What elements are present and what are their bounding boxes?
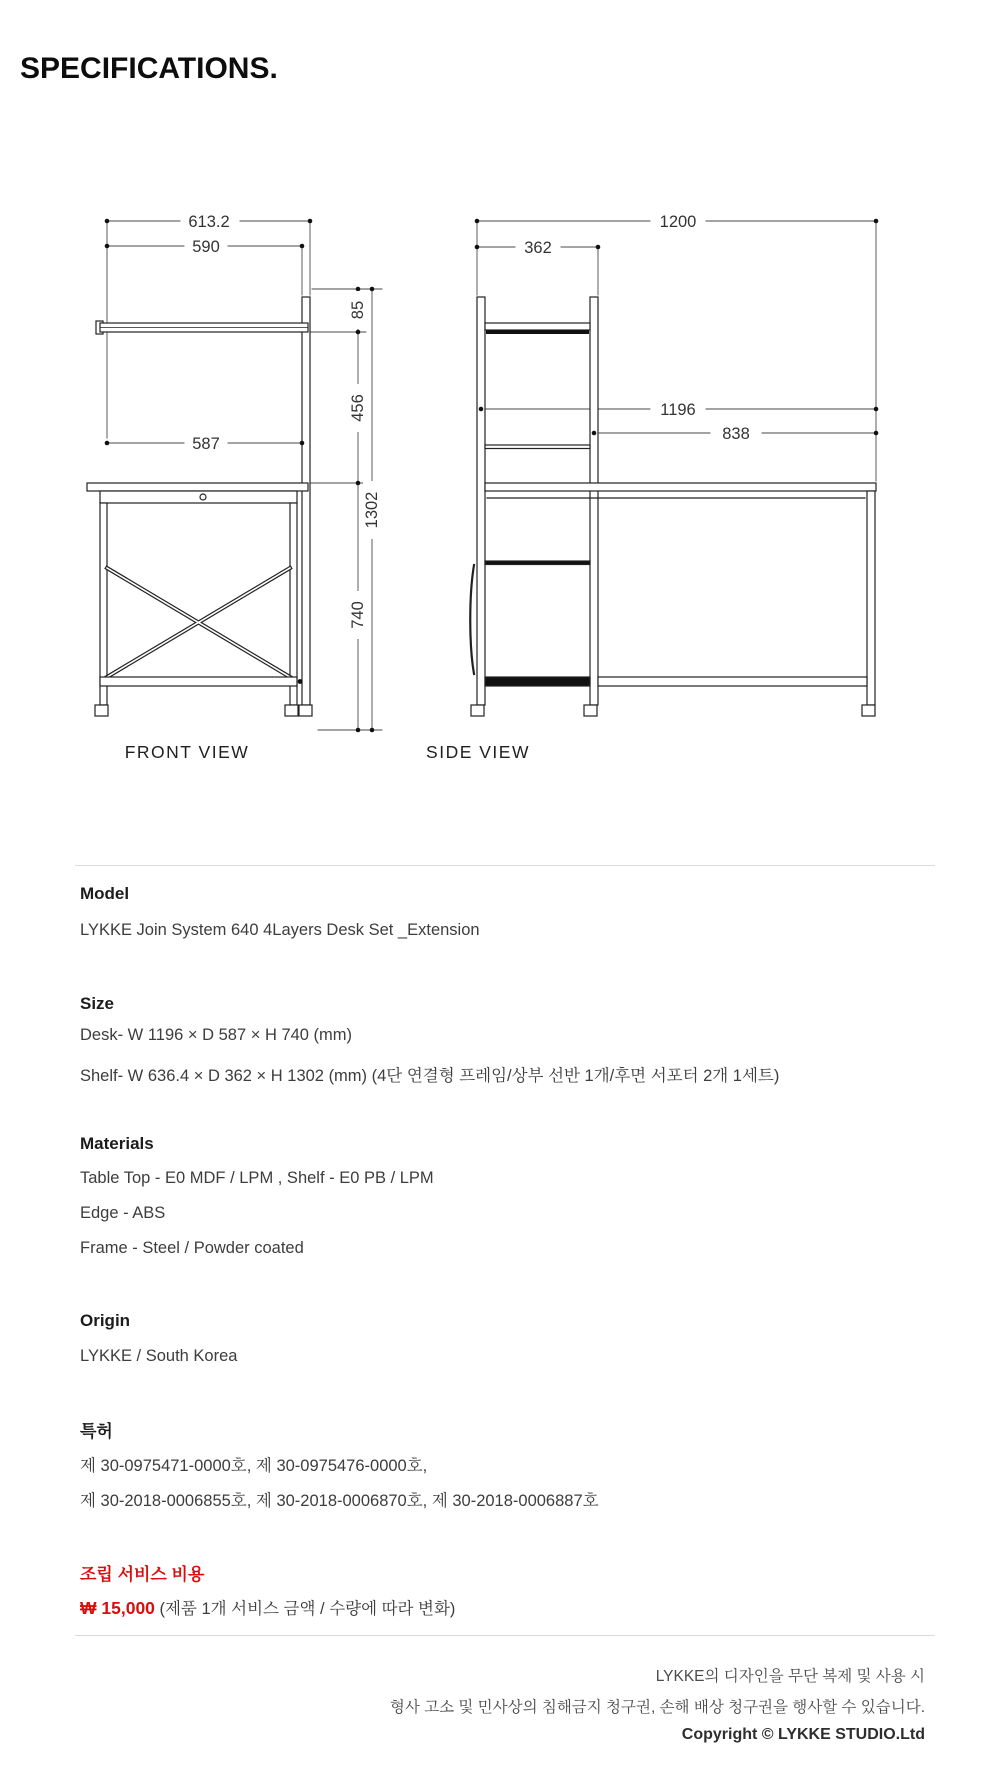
front-right-leg [290,503,297,705]
dim-label-590: 590 [192,238,220,256]
dim-label-1302: 1302 [363,491,381,529]
footer-notice-1: LYKKE의 디자인을 무단 복제 및 사용 시 [655,1668,925,1685]
dim-label-456: 456 [349,394,367,422]
side-view-label: SIDE VIEW [426,742,530,762]
materials-frame: Frame - Steel / Powder coated [80,1239,304,1257]
side-shelf-3 [485,561,590,565]
side-rear-post [590,297,598,705]
side-view-drawing [426,213,878,762]
assembly-cost-heading: 조립 서비스 비용 [80,1565,205,1584]
patent-line-2: 제 30-2018-0006855호, 제 30-2018-0006870호, 제 30-2018-0006887호 [80,1492,599,1510]
size-heading: Size [80,994,115,1013]
size-desk: Desk- W 1196 × D 587 × H 740 (mm) [80,1026,353,1044]
dim-label-838: 838 [722,425,750,443]
side-shelf-2 [485,445,590,449]
dim-label-85: 85 [349,300,367,320]
front-stretcher-bolt [298,679,303,684]
materials-heading: Materials [80,1134,154,1153]
technical-drawing [0,160,1000,790]
front-desk-top [87,483,308,491]
front-left-leg [100,503,107,705]
assembly-cost-line [80,1595,455,1619]
front-bottom-stretcher [100,677,297,686]
side-desk-foot [862,705,875,716]
front-view-drawing [87,213,382,762]
side-rear-supporter [470,565,474,674]
side-desk-stretcher [598,677,867,686]
origin-heading: Origin [80,1311,131,1330]
assembly-price: ₩ 15,000 [80,1598,155,1618]
side-shelf-4 [485,677,590,686]
size-shelf: Shelf- W 636.4 × D 362 × H 1302 (mm) (4단 연결형 프레임/상부 선반 1개/후면 서포터 2개 1세트) [80,1067,780,1085]
dim-label-1196: 1196 [660,401,696,419]
model-value: LYKKE Join System 640 4Layers Desk Set _Extension [80,921,480,939]
front-desk-apron [100,491,297,503]
materials-edge: Edge - ABS [80,1204,166,1222]
patent-line-1: 제 30-0975471-0000호, 제 30-0975476-0000호, [80,1457,428,1475]
model-heading: Model [80,884,130,903]
page-title: SPECIFICATIONS. [20,52,278,85]
patent-heading: 특허 [80,1422,113,1441]
side-top-shelf [485,323,590,330]
side-desk-top [485,483,876,491]
dim-label-740: 740 [349,601,367,629]
dim-label-587: 587 [192,435,220,453]
dim-label-613: 613.2 [188,213,230,231]
front-left-foot [95,705,108,716]
origin-value: LYKKE / South Korea [80,1347,238,1365]
materials-tabletop: Table Top - E0 MDF / LPM , Shelf - E0 PB / LPM [80,1169,434,1187]
side-furniture [470,297,876,716]
assembly-price-note: (제품 1개 서비스 금액 / 수량에 따라 변화) [159,1600,456,1618]
dim-label-362: 362 [524,239,552,257]
front-view-label: FRONT VIEW [124,742,250,762]
front-dim-label-bg [349,291,381,639]
section-divider-top [75,865,935,866]
front-cam-lock [200,494,206,500]
section-divider-bottom [75,1635,935,1636]
side-extension-lines [477,221,876,481]
front-x-brace [107,568,290,677]
side-front-foot [471,705,484,716]
footer-copyright: Copyright © LYKKE STUDIO.Ltd [681,1726,925,1743]
front-right-foot [285,705,298,716]
side-front-post [477,297,485,705]
front-post-foot [299,705,312,716]
side-rear-foot [584,705,597,716]
footer-notice-2: 형사 고소 및 민사상의 침해금지 청구권, 손해 배상 청구권을 행사할 수 있습니다. [389,1699,925,1716]
side-desk-leg [867,491,875,705]
front-furniture [87,297,312,716]
front-shelf-post [302,297,310,705]
dim-label-1200: 1200 [659,213,697,231]
